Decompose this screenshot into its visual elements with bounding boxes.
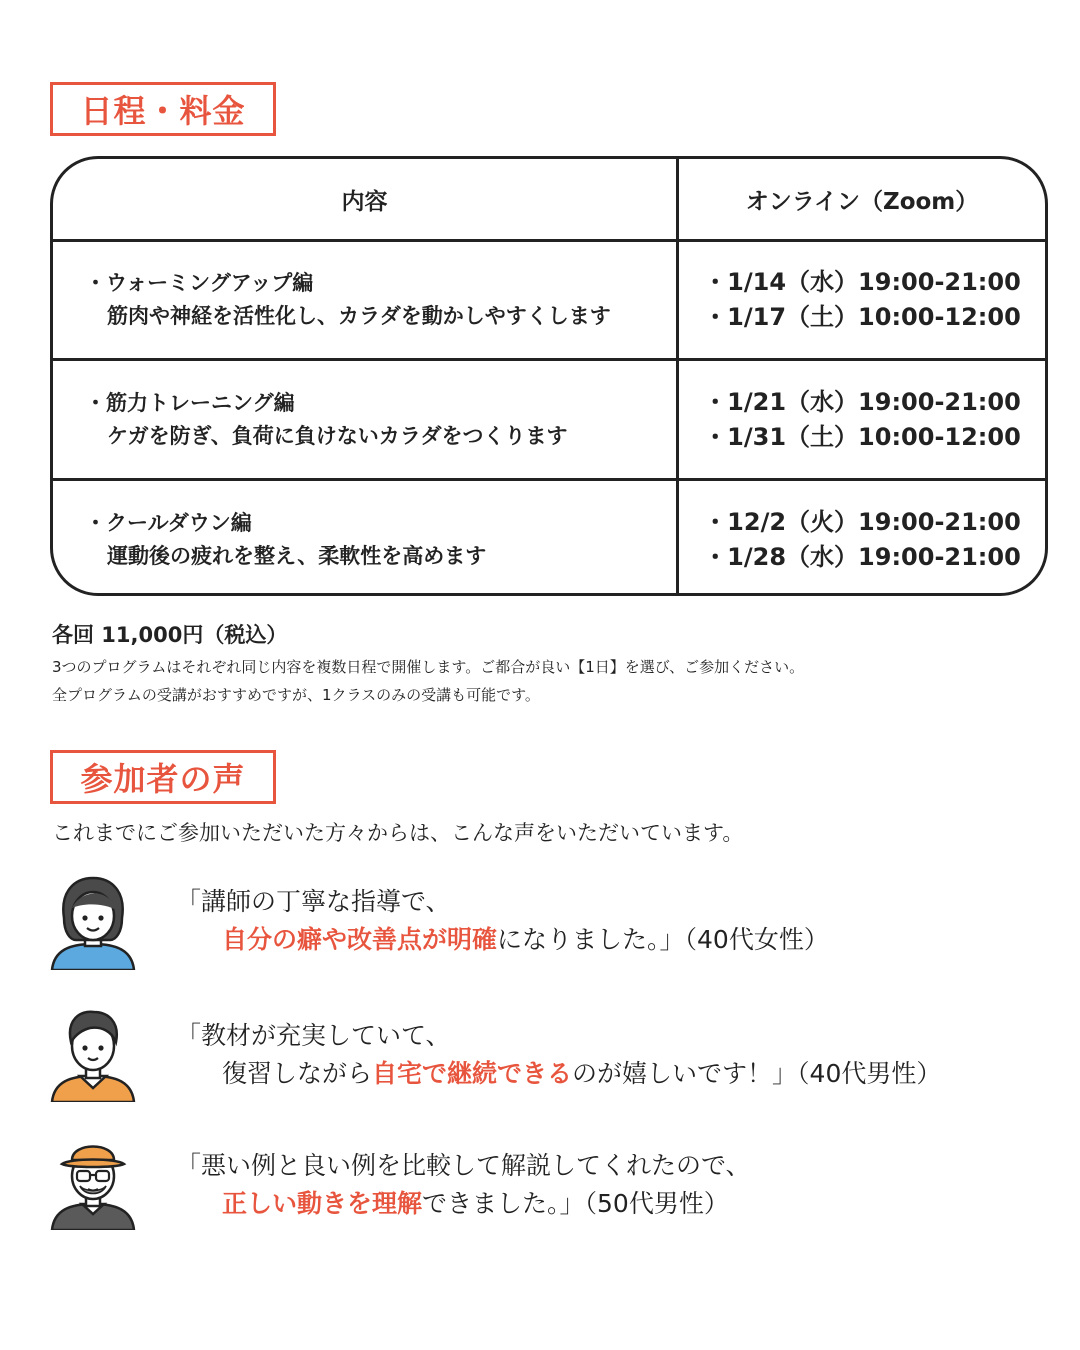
testimonial-text: のが嬉しいです！」（40代男性） [572, 1059, 942, 1088]
program-description: ケガを防ぎ、負荷に負けないカラダをつくります [107, 424, 568, 448]
date-cell [679, 385, 1045, 455]
program-name: ・筋力トレーニング編 [85, 391, 295, 415]
testimonial-text: 復習しながら [222, 1059, 373, 1088]
testimonial-line [176, 921, 829, 959]
price-text: 各回 11,000円（税込） [52, 623, 288, 647]
testimonial-highlight: 自宅で継続できる [372, 1059, 573, 1088]
program-name: ・ウォーミングアップ編 [85, 271, 314, 295]
schedule-section-title: 日程・料金 [50, 82, 276, 136]
testimonial-text: できました。」（50代男性） [422, 1189, 729, 1218]
program-name: ・クールダウン編 [85, 511, 252, 535]
man-avatar-icon [50, 1006, 136, 1102]
testimonial-highlight: 自分の癖や改善点が明確 [222, 925, 498, 954]
table-divider [53, 478, 1045, 481]
woman-avatar-icon [50, 874, 136, 970]
session-date: ・1/14（水）19:00-21:00 [703, 268, 1021, 296]
voices-section-title: 参加者の声 [50, 750, 276, 804]
testimonial-line: 「悪い例と良い例を比較して解説してくれたので、 [176, 1151, 751, 1180]
session-date: ・12/2（火）19:00-21:00 [703, 508, 1021, 536]
older-man-avatar-icon [50, 1134, 136, 1230]
date-cell [679, 265, 1045, 335]
testimonial-line: 「講師の丁寧な指導で、 [176, 887, 451, 916]
program-cell [85, 507, 665, 573]
date-cell [679, 505, 1045, 575]
testimonial [176, 883, 829, 959]
testimonial-line [176, 1185, 751, 1223]
testimonial-text: になりました。」（40代女性） [497, 925, 829, 954]
header-content: 内容 [341, 188, 388, 215]
testimonial-line: 「教材が充実していて、 [176, 1021, 451, 1050]
program-cell [85, 267, 665, 333]
program-cell [85, 387, 665, 453]
testimonial [176, 1017, 941, 1093]
session-date: ・1/17（土）10:00-12:00 [703, 303, 1021, 331]
testimonial [176, 1147, 751, 1223]
session-date: ・1/31（土）10:00-12:00 [703, 423, 1021, 451]
program-description: 筋肉や神経を活性化し、カラダを動かしやすくします [107, 304, 611, 328]
program-description: 運動後の疲れを整え、柔軟性を高めます [107, 544, 487, 568]
table-divider [53, 358, 1045, 361]
header-online: オンライン（Zoom） [745, 188, 979, 215]
testimonial-line [176, 1055, 941, 1093]
schedule-note: 全プログラムの受講がおすすめですが、1クラスのみの受講も可能です。 [52, 686, 540, 704]
table-divider [53, 239, 1045, 242]
session-date: ・1/21（水）19:00-21:00 [703, 388, 1021, 416]
session-date: ・1/28（水）19:00-21:00 [703, 543, 1021, 571]
schedule-table [50, 156, 1048, 596]
testimonial-highlight: 正しい動きを理解 [222, 1189, 423, 1218]
voices-intro: これまでにご参加いただいた方々からは、こんな声をいただいています。 [52, 821, 744, 845]
schedule-note: 3つのプログラムはそれぞれ同じ内容を複数日程で開催します。ご都合が良い【1日】を選び、ご参加ください。 [52, 658, 805, 676]
